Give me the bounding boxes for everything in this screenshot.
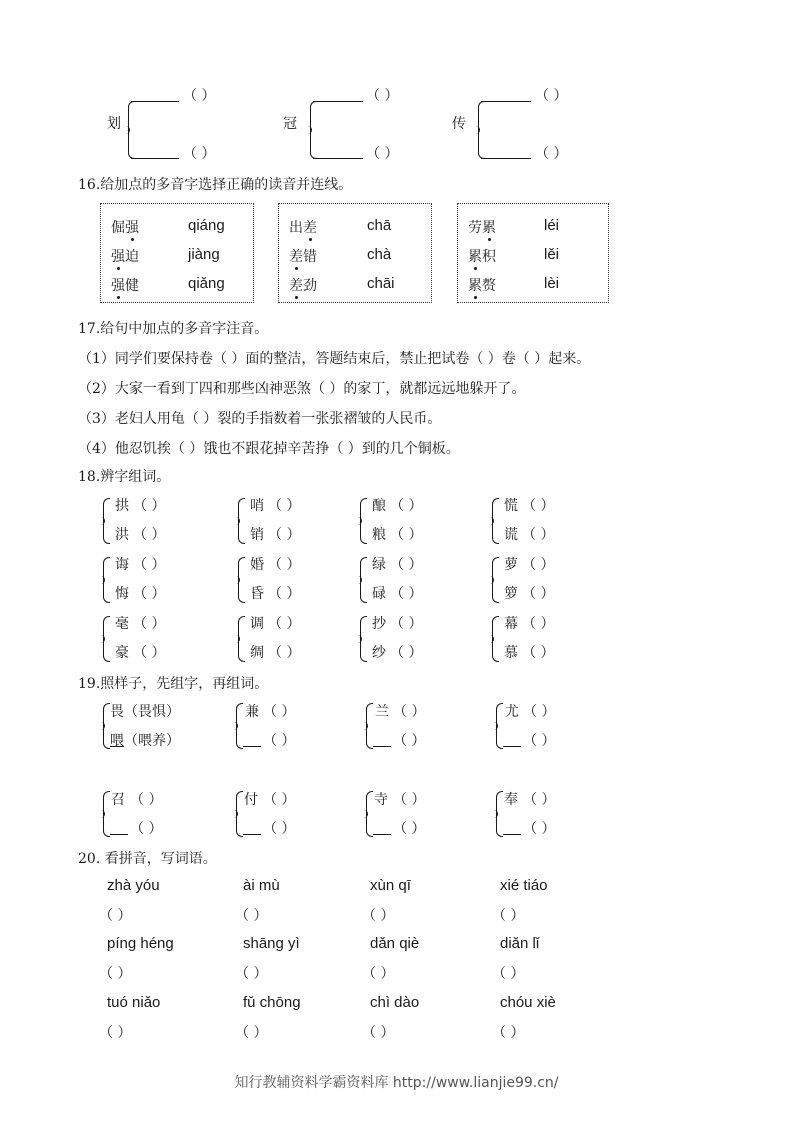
q16-word: 累赘 xyxy=(468,278,496,294)
q18-brace xyxy=(492,557,499,603)
q16-box-2 xyxy=(278,203,432,303)
q18-brace xyxy=(103,616,110,662)
q20-answer-paren[interactable]: （ ） xyxy=(362,1025,395,1041)
q18-answer-paren[interactable]: （ ） xyxy=(268,527,301,543)
q19-word-paren[interactable]: （ ） xyxy=(263,821,296,837)
q17-line-2[interactable]: （2）大家一看到丁四和那些凶神恶煞（ ）的家丁，就都远远地躲开了。 xyxy=(78,381,526,397)
q19-word-paren[interactable]: （ ） xyxy=(523,733,556,749)
q16-word: 累积 xyxy=(468,249,496,265)
q18-brace xyxy=(360,616,367,662)
q19-example-top: 畏（畏惧） xyxy=(110,704,180,720)
q18-char: 抄 xyxy=(372,616,386,632)
q19-blank-char[interactable] xyxy=(243,732,261,747)
q18-char: 拱 xyxy=(115,498,129,514)
q15-brace-3 xyxy=(478,101,485,159)
q19-blank-char[interactable] xyxy=(373,820,391,835)
q19-word-paren[interactable]: （ ） xyxy=(393,792,426,808)
q15-blank-3a[interactable] xyxy=(481,101,531,102)
q15-char-1: 划 xyxy=(107,116,121,132)
q16-word: 劳累 xyxy=(468,220,496,236)
q18-answer-paren[interactable]: （ ） xyxy=(390,498,423,514)
q17-line-4[interactable]: （4）他忍饥挨（ ）饿也不跟花掉辛苦挣（ ）到的几个铜板。 xyxy=(78,441,460,457)
q19-blank-char[interactable] xyxy=(503,732,521,747)
q19-brace xyxy=(236,791,243,837)
q16-word: 强迫 xyxy=(111,249,139,265)
q16-pinyin[interactable]: qiáng xyxy=(188,217,225,234)
q18-char: 粮 xyxy=(372,527,386,543)
q18-answer-paren[interactable]: （ ） xyxy=(390,527,423,543)
q17-line-1[interactable]: （1）同学们要保持卷（ ）面的整洁，答题结束后，禁止把试卷（ ）卷（ ）起来。 xyxy=(78,351,591,367)
q16-pinyin[interactable]: chā xyxy=(367,217,392,234)
q18-answer-paren[interactable]: （ ） xyxy=(522,586,555,602)
q18-answer-paren[interactable]: （ ） xyxy=(522,527,555,543)
q19-word-paren[interactable]: （ ） xyxy=(263,704,296,720)
q16-pinyin[interactable]: léi xyxy=(544,217,560,234)
q18-answer-paren[interactable]: （ ） xyxy=(522,557,555,573)
q20-title: 20. 看拼音，写词语。 xyxy=(78,851,217,867)
q18-char: 哨 xyxy=(250,498,264,514)
q16-word: 出差 xyxy=(289,220,317,236)
q17-title: 17.给句中加点的多音字注音。 xyxy=(78,321,269,337)
q15-brace-1 xyxy=(128,101,135,159)
q19-word-paren[interactable]: （ ） xyxy=(393,821,426,837)
q20-answer-paren[interactable]: （ ） xyxy=(235,908,268,924)
q15-blank-3b[interactable] xyxy=(481,158,531,159)
q18-char: 婚 xyxy=(250,557,264,573)
q18-char: 谎 xyxy=(504,527,518,543)
q18-char: 幕 xyxy=(504,616,518,632)
q20-answer-paren[interactable]: （ ） xyxy=(235,1025,268,1041)
q19-brace xyxy=(103,791,110,837)
q19-char: 召 xyxy=(111,792,125,808)
q20-answer-paren[interactable]: （ ） xyxy=(99,908,132,924)
q18-answer-paren[interactable]: （ ） xyxy=(268,616,301,632)
q20-pinyin: tuó niǎo xyxy=(107,994,161,1011)
q18-char: 悔 xyxy=(115,586,129,602)
q18-answer-paren[interactable]: （ ） xyxy=(390,616,423,632)
q18-brace xyxy=(492,616,499,662)
q20-answer-paren[interactable]: （ ） xyxy=(492,966,525,982)
q20-pinyin: zhà yóu xyxy=(107,877,160,894)
q18-char: 豪 xyxy=(115,645,129,661)
q19-brace xyxy=(496,791,503,837)
q18-brace xyxy=(103,498,110,544)
q18-answer-paren[interactable]: （ ） xyxy=(268,586,301,602)
q18-char: 洪 xyxy=(115,527,129,543)
q18-title: 18.辨字组词。 xyxy=(78,469,171,485)
q19-char: 兼 xyxy=(245,704,259,720)
q19-blank-char[interactable] xyxy=(243,820,261,835)
q18-char: 诲 xyxy=(115,557,129,573)
q20-pinyin: chóu xiè xyxy=(500,994,556,1011)
q15-blank-1b[interactable] xyxy=(131,158,179,159)
q20-answer-paren[interactable]: （ ） xyxy=(492,908,525,924)
q16-pinyin[interactable]: lèi xyxy=(544,275,560,292)
q19-word-paren[interactable]: （ ） xyxy=(523,792,556,808)
q18-answer-paren[interactable]: （ ） xyxy=(268,498,301,514)
q18-answer-paren[interactable]: （ ） xyxy=(133,527,166,543)
q18-char: 昏 xyxy=(250,586,264,602)
q18-char: 绿 xyxy=(372,557,386,573)
q20-pinyin: diǎn lǐ xyxy=(500,935,540,952)
q19-blank-char[interactable] xyxy=(503,820,521,835)
q16-word: 倔强 xyxy=(111,220,139,236)
q20-pinyin: chì dào xyxy=(370,994,420,1011)
q20-answer-paren[interactable]: （ ） xyxy=(99,1025,132,1041)
q15-paren-3a[interactable]: （ ） xyxy=(535,88,568,104)
q18-brace xyxy=(103,557,110,603)
q18-char: 慌 xyxy=(504,498,518,514)
q15-char-3: 传 xyxy=(452,116,466,132)
q18-brace xyxy=(360,557,367,603)
q20-pinyin: dǎn qiè xyxy=(370,935,420,952)
q18-answer-paren[interactable]: （ ） xyxy=(522,498,555,514)
q18-answer-paren[interactable]: （ ） xyxy=(133,616,166,632)
q19-char: 寺 xyxy=(374,792,388,808)
q15-paren-1b[interactable]: （ ） xyxy=(183,146,216,162)
q18-char: 碌 xyxy=(372,586,386,602)
q16-word: 差错 xyxy=(289,249,317,265)
q15-blank-2b[interactable] xyxy=(313,158,363,159)
q18-char: 箩 xyxy=(504,586,518,602)
q19-title: 19.照样子，先组字，再组词。 xyxy=(78,676,269,692)
q18-brace xyxy=(238,616,245,662)
q20-pinyin: shāng yì xyxy=(243,935,300,952)
q15-paren-2a[interactable]: （ ） xyxy=(366,88,399,104)
q19-char: 付 xyxy=(244,792,258,808)
q20-answer-paren[interactable]: （ ） xyxy=(99,966,132,982)
q20-pinyin: ài mù xyxy=(243,877,280,894)
q18-answer-paren[interactable]: （ ） xyxy=(133,498,166,514)
q19-word-paren[interactable]: （ ） xyxy=(130,821,163,837)
q18-char: 毫 xyxy=(115,616,129,632)
q19-brace xyxy=(366,703,373,749)
q19-word-paren[interactable]: （ ） xyxy=(263,792,296,808)
q18-answer-paren[interactable]: （ ） xyxy=(133,557,166,573)
q18-char: 慕 xyxy=(504,645,518,661)
q19-word-paren[interactable]: （ ） xyxy=(393,704,426,720)
q18-brace xyxy=(238,557,245,603)
q19-example-bottom: 喂（喂养） xyxy=(110,733,180,749)
q16-word: 差劲 xyxy=(289,278,317,294)
q19-word-paren[interactable]: （ ） xyxy=(393,733,426,749)
q18-char: 销 xyxy=(250,527,264,543)
q20-pinyin: xié tiáo xyxy=(500,877,548,894)
q19-char: 奉 xyxy=(504,792,518,808)
q20-pinyin: xùn qī xyxy=(370,877,411,894)
q19-brace xyxy=(236,703,243,749)
q18-char: 酿 xyxy=(372,498,386,514)
q19-blank-char[interactable] xyxy=(110,820,128,835)
q20-answer-paren[interactable]: （ ） xyxy=(362,966,395,982)
q19-brace xyxy=(496,703,503,749)
q19-word-paren[interactable]: （ ） xyxy=(523,704,556,720)
q19-word-paren[interactable]: （ ） xyxy=(130,792,163,808)
q18-answer-paren[interactable]: （ ） xyxy=(133,586,166,602)
q16-box-3 xyxy=(457,203,609,303)
q16-pinyin[interactable]: qiǎng xyxy=(188,275,225,292)
q19-brace xyxy=(366,791,373,837)
q16-title: 16.给加点的多音字选择正确的读音并连线。 xyxy=(78,177,353,193)
q15-blank-2a[interactable] xyxy=(313,101,363,102)
q15-paren-2b[interactable]: （ ） xyxy=(366,146,399,162)
q18-answer-paren[interactable]: （ ） xyxy=(522,645,555,661)
q19-char: 兰 xyxy=(375,704,389,720)
q18-char: 萝 xyxy=(504,557,518,573)
q16-box-1 xyxy=(100,203,254,303)
q18-answer-paren[interactable]: （ ） xyxy=(268,645,301,661)
q18-char: 绸 xyxy=(250,645,264,661)
q20-pinyin: fǔ chōng xyxy=(243,994,301,1011)
q19-word-paren[interactable]: （ ） xyxy=(523,821,556,837)
q18-answer-paren[interactable]: （ ） xyxy=(268,557,301,573)
q20-pinyin: píng héng xyxy=(107,935,174,952)
q18-char: 纱 xyxy=(372,645,386,661)
q18-brace xyxy=(238,498,245,544)
q18-answer-paren[interactable]: （ ） xyxy=(133,645,166,661)
q15-brace-2 xyxy=(310,101,317,159)
q18-brace xyxy=(492,498,499,544)
q18-answer-paren[interactable]: （ ） xyxy=(390,586,423,602)
q19-word-paren[interactable]: （ ） xyxy=(263,733,296,749)
q16-word: 强健 xyxy=(111,278,139,294)
footer-text: 知行教辅资料学霸资料库 http://www.lianjie99.cn/ xyxy=(234,1075,559,1091)
q18-char: 调 xyxy=(250,616,264,632)
q18-brace xyxy=(360,498,367,544)
q15-char-2: 冠 xyxy=(283,116,297,132)
q19-char: 尤 xyxy=(505,704,519,720)
q19-blank-char[interactable] xyxy=(373,732,391,747)
q18-answer-paren[interactable]: （ ） xyxy=(390,645,423,661)
q20-answer-paren[interactable]: （ ） xyxy=(235,966,268,982)
q17-line-3[interactable]: （3）老妇人用龟（ ）裂的手指数着一张张褶皱的人民币。 xyxy=(78,411,442,427)
q18-answer-paren[interactable]: （ ） xyxy=(522,616,555,632)
q15-paren-1a[interactable]: （ ） xyxy=(183,88,216,104)
q20-answer-paren[interactable]: （ ） xyxy=(492,1025,525,1041)
q16-pinyin[interactable]: chà xyxy=(367,246,392,263)
q16-pinyin[interactable]: jiàng xyxy=(188,246,220,263)
q18-answer-paren[interactable]: （ ） xyxy=(390,557,423,573)
q15-paren-3b[interactable]: （ ） xyxy=(535,146,568,162)
q20-answer-paren[interactable]: （ ） xyxy=(362,908,395,924)
q15-blank-1a[interactable] xyxy=(131,101,179,102)
q19-brace xyxy=(103,703,110,749)
q16-pinyin[interactable]: lěi xyxy=(544,246,560,263)
q16-pinyin[interactable]: chāi xyxy=(367,275,395,292)
